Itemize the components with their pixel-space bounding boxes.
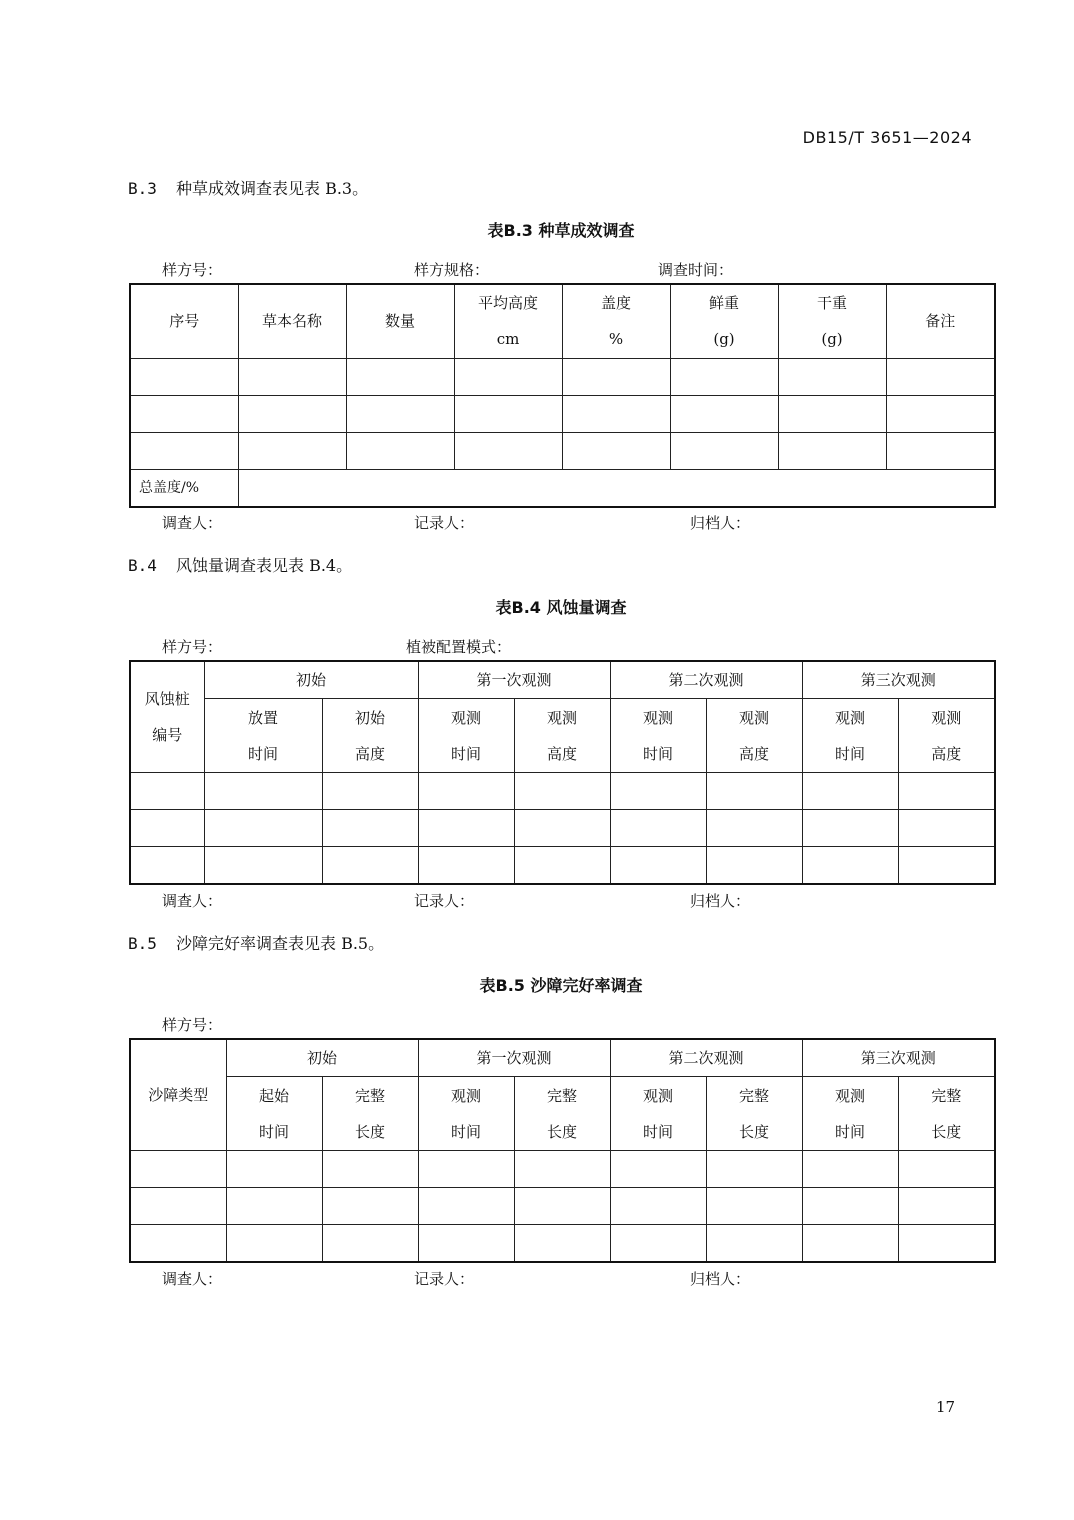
table-row (130, 1188, 995, 1225)
meta-vegetation-mode: 植被配置模式： (406, 638, 512, 656)
table-row (130, 1225, 995, 1262)
section-number: B.4 (128, 556, 157, 575)
section-sentence: 沙障完好率调查表见表 B.5。 (176, 934, 385, 953)
table-group-row (130, 661, 995, 699)
table-subheader-row (130, 699, 995, 773)
section-number: B.3 (128, 179, 157, 198)
subheader-cell: 观测 时间 (418, 699, 514, 773)
subheader-cell: 观测 高度 (706, 699, 802, 773)
meta-sample-no: 样方号： (162, 261, 223, 279)
header-cell: 备注 (886, 284, 995, 358)
section-b4-text (128, 553, 352, 576)
subheader-cell: 观测 时间 (802, 699, 898, 773)
page-number: 17 (936, 1398, 956, 1416)
subheader-cell: 起始 时间 (226, 1077, 322, 1151)
section-b5-text (128, 931, 384, 954)
group-header: 第三次观测 (802, 1039, 995, 1077)
table-group-row (130, 1039, 995, 1077)
footer-recorder: 记录人： (414, 892, 475, 910)
table-b5 (129, 1038, 996, 1263)
section-sentence: 种草成效调查表见表 B.3。 (176, 179, 369, 198)
table-row (130, 358, 995, 395)
table-row (130, 432, 995, 469)
meta-sample-spec: 样方规格： (414, 261, 490, 279)
meta-survey-time: 调查时间： (658, 261, 734, 279)
group-header: 初始 (204, 661, 418, 699)
header-cell: 鲜重 (g) (670, 284, 778, 358)
footer-investigator: 调查人： (162, 1270, 223, 1288)
group-header: 第二次观测 (610, 1039, 802, 1077)
table-b4 (129, 660, 996, 885)
subheader-cell: 放置 时间 (204, 699, 322, 773)
footer-recorder: 记录人： (414, 1270, 475, 1288)
footer-investigator: 调查人： (162, 892, 223, 910)
table-b3-caption: 表B.3 种草成效调查 (487, 221, 635, 240)
subheader-cell: 完整 长度 (898, 1077, 995, 1151)
subheader-cell: 初始 高度 (322, 699, 418, 773)
group-header: 第二次观测 (610, 661, 802, 699)
subheader-cell: 完整 长度 (514, 1077, 610, 1151)
table-row (130, 810, 995, 847)
table-b5-caption: 表B.5 沙障完好率调查 (479, 976, 643, 995)
group-header: 初始 (226, 1039, 418, 1077)
section-b3-text (128, 176, 368, 199)
subheader-cell: 观测 时间 (418, 1077, 514, 1151)
total-row (130, 469, 995, 507)
section-sentence: 风蚀量调查表见表 B.4。 (176, 556, 353, 575)
total-coverage-label: 总盖度/% (130, 469, 238, 507)
table-row (130, 847, 995, 884)
table-row (130, 395, 995, 432)
meta-sample-no: 样方号： (162, 1016, 223, 1034)
group-header: 第一次观测 (418, 1039, 610, 1077)
table-subheader-row (130, 1077, 995, 1151)
subheader-cell: 观测 高度 (514, 699, 610, 773)
group-header: 第三次观测 (802, 661, 995, 699)
footer-recorder: 记录人： (414, 514, 475, 532)
footer-archivist: 归档人： (690, 1270, 751, 1288)
section-number: B.5 (128, 934, 157, 953)
header-cell: 序号 (130, 284, 238, 358)
table-row (130, 1151, 995, 1188)
header-cell: 数量 (346, 284, 454, 358)
subheader-cell: 观测 高度 (898, 699, 995, 773)
table-row (130, 773, 995, 810)
subheader-cell: 观测 时间 (610, 699, 706, 773)
footer-archivist: 归档人： (690, 892, 751, 910)
subheader-cell: 完整 长度 (322, 1077, 418, 1151)
table-header-row (130, 284, 995, 358)
footer-investigator: 调查人： (162, 514, 223, 532)
table-b4-caption: 表B.4 风蚀量调查 (495, 598, 627, 617)
header-cell: 干重 (g) (778, 284, 886, 358)
subheader-cell: 观测 时间 (610, 1077, 706, 1151)
pile-id-header: 风蚀桩 编号 (130, 661, 204, 773)
header-cell: 平均高度 cm (454, 284, 562, 358)
header-cell: 盖度 % (562, 284, 670, 358)
subheader-cell: 完整 长度 (706, 1077, 802, 1151)
subheader-cell: 观测 时间 (802, 1077, 898, 1151)
meta-sample-no: 样方号： (162, 638, 223, 656)
document-id: DB15/T 3651—2024 (802, 128, 972, 147)
group-header: 第一次观测 (418, 661, 610, 699)
table-b3 (129, 283, 996, 508)
header-cell: 草本名称 (238, 284, 346, 358)
barrier-type-header: 沙障类型 (130, 1039, 226, 1151)
footer-archivist: 归档人： (690, 514, 751, 532)
